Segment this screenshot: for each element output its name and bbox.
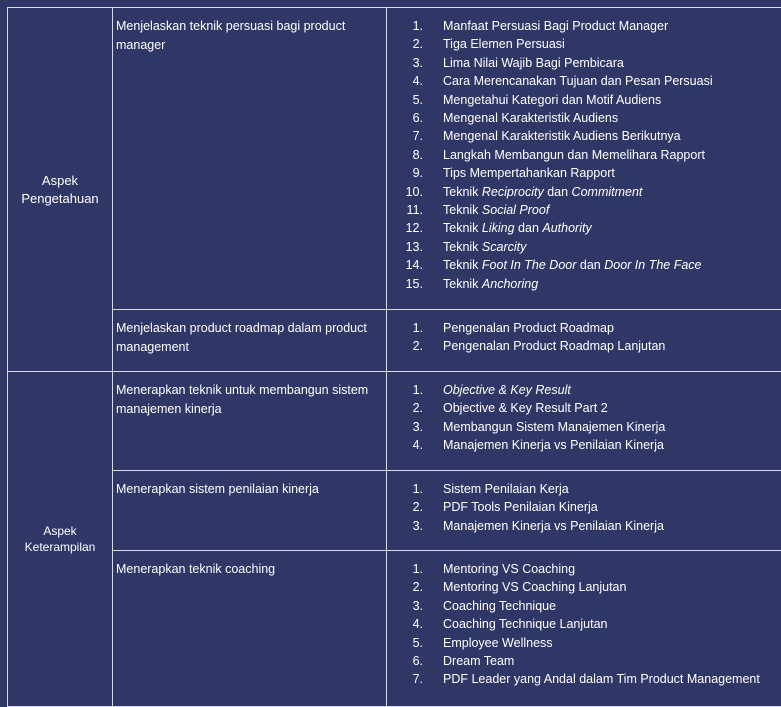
topic-text-segment: Langkah Membangun dan Memelihara Rapport <box>443 148 705 162</box>
topic-text <box>443 54 624 72</box>
curriculum-table <box>7 7 781 707</box>
topic-text <box>443 146 705 164</box>
topic-text-segment: Foot In The Door <box>482 258 577 272</box>
topic-text-segment: Objective & Key Result <box>443 383 571 397</box>
topic-text <box>443 480 569 498</box>
table-row <box>8 471 781 551</box>
topic-text-segment: PDF Tools Penilaian Kinerja <box>443 500 598 514</box>
topics-cell <box>387 8 781 310</box>
topic-text-segment: Mengetahui Kategori dan Motif Audiens <box>443 93 661 107</box>
topic-item <box>387 127 781 145</box>
topic-text <box>443 275 538 293</box>
topic-text <box>443 238 526 256</box>
topic-text <box>443 560 575 578</box>
topic-text <box>443 597 556 615</box>
topic-item <box>387 670 781 688</box>
topic-text-segment: Commitment <box>572 185 643 199</box>
topic-number: 2. <box>387 337 433 355</box>
table-row <box>8 372 781 471</box>
topic-item <box>387 54 781 72</box>
topic-text-segment: Employee Wellness <box>443 636 553 650</box>
topic-item <box>387 517 781 535</box>
topic-text-segment: Authority <box>542 221 591 235</box>
topic-item <box>387 146 781 164</box>
topic-text <box>443 256 701 274</box>
topic-text <box>443 183 642 201</box>
topic-text-segment: PDF Leader yang Andal dalam Tim Product Management <box>443 672 760 686</box>
topic-text-segment: Manajemen Kinerja vs Penilaian Kinerja <box>443 438 664 452</box>
topic-text-segment: Teknik <box>443 240 482 254</box>
topic-number: 1. <box>387 560 433 578</box>
topic-number: 1. <box>387 17 433 35</box>
topic-number: 11. <box>387 201 433 219</box>
topic-number: 10. <box>387 183 433 201</box>
topic-list <box>387 381 781 455</box>
objective-cell: Menerapkan teknik untuk membangun sistem manajemen kinerja <box>113 372 387 471</box>
topic-item <box>387 436 781 454</box>
topic-item <box>387 201 781 219</box>
topic-text-segment: Social Proof <box>482 203 549 217</box>
topic-text-segment: Scarcity <box>482 240 526 254</box>
topic-number: 14. <box>387 256 433 274</box>
topic-text-segment: Teknik <box>443 221 482 235</box>
topic-text <box>443 399 608 417</box>
topic-text-segment: Objective & Key Result Part 2 <box>443 401 608 415</box>
topic-item <box>387 256 781 274</box>
topic-item <box>387 91 781 109</box>
topics-cell <box>387 372 781 471</box>
topic-number: 5. <box>387 634 433 652</box>
topic-text <box>443 670 760 688</box>
topic-text-segment: Lima Nilai Wajib Bagi Pembicara <box>443 56 624 70</box>
objective-cell: Menjelaskan teknik persuasi bagi product manager <box>113 8 387 310</box>
topic-number: 2. <box>387 399 433 417</box>
topic-text-segment: Cara Merencanakan Tujuan dan Pesan Persuasi <box>443 74 713 88</box>
topic-text-segment: Manajemen Kinerja vs Penilaian Kinerja <box>443 519 664 533</box>
topic-item <box>387 35 781 53</box>
topic-item <box>387 72 781 90</box>
objective-cell: Menerapkan teknik coaching <box>113 551 387 707</box>
topic-number: 1. <box>387 319 433 337</box>
topic-text-segment: Door In The Face <box>604 258 701 272</box>
aspect-skill-label: Aspek Keterampilan <box>8 523 112 555</box>
aspect-knowledge-label: Aspek Pengetahuan <box>8 172 112 208</box>
topic-text-segment: Mentoring VS Coaching <box>443 562 575 576</box>
topic-item <box>387 238 781 256</box>
topic-item <box>387 17 781 35</box>
topic-text-segment: Teknik <box>443 277 482 291</box>
topic-text-segment: Dream Team <box>443 654 514 668</box>
topic-item <box>387 109 781 127</box>
topic-text-segment: Mengenal Karakteristik Audiens Berikutnya <box>443 129 681 143</box>
topic-number: 9. <box>387 164 433 182</box>
table-row <box>8 551 781 707</box>
topic-item <box>387 381 781 399</box>
topic-number: 2. <box>387 498 433 516</box>
topic-text <box>443 498 598 516</box>
topic-text <box>443 91 661 109</box>
topic-number: 1. <box>387 381 433 399</box>
topic-item <box>387 498 781 516</box>
topic-number: 4. <box>387 436 433 454</box>
topic-item <box>387 615 781 633</box>
topic-number: 4. <box>387 615 433 633</box>
topic-number: 3. <box>387 54 433 72</box>
topic-text-segment: Tiga Elemen Persuasi <box>443 37 565 51</box>
topic-text-segment: Pengenalan Product Roadmap <box>443 321 614 335</box>
topic-text-segment: Manfaat Persuasi Bagi Product Manager <box>443 19 668 33</box>
topics-cell <box>387 310 781 372</box>
topic-text <box>443 436 664 454</box>
table-row <box>8 8 781 310</box>
topic-text <box>443 201 549 219</box>
topic-item <box>387 275 781 293</box>
topic-text-segment: Teknik <box>443 203 482 217</box>
topic-number: 8. <box>387 146 433 164</box>
topic-text-segment: Reciprocity <box>482 185 544 199</box>
table-row <box>8 310 781 372</box>
topic-text <box>443 634 553 652</box>
topic-number: 7. <box>387 670 433 688</box>
topic-text <box>443 319 614 337</box>
topic-list <box>387 319 781 356</box>
topic-number: 3. <box>387 597 433 615</box>
topic-text <box>443 164 615 182</box>
aspect-knowledge-cell <box>8 8 113 372</box>
topic-text-segment: Tips Mempertahankan Rapport <box>443 166 615 180</box>
topic-item <box>387 164 781 182</box>
topic-text <box>443 337 665 355</box>
topic-text <box>443 578 626 596</box>
topic-text-segment: dan <box>544 185 572 199</box>
topic-item <box>387 480 781 498</box>
topic-item <box>387 578 781 596</box>
topics-cell <box>387 551 781 707</box>
topic-number: 15. <box>387 275 433 293</box>
topic-text-segment: Anchoring <box>482 277 538 291</box>
topic-text-segment: Mengenal Karakteristik Audiens <box>443 111 618 125</box>
topic-text-segment: Coaching Technique <box>443 599 556 613</box>
topic-number: 12. <box>387 219 433 237</box>
topic-item <box>387 319 781 337</box>
topic-item <box>387 183 781 201</box>
topic-text-segment: Membangun Sistem Manajemen Kinerja <box>443 420 665 434</box>
topic-text <box>443 17 668 35</box>
topic-text-segment: Sistem Penilaian Kerja <box>443 482 569 496</box>
topic-item <box>387 652 781 670</box>
topic-text <box>443 127 681 145</box>
topics-cell <box>387 471 781 551</box>
topic-text <box>443 418 665 436</box>
topic-item <box>387 634 781 652</box>
topic-item <box>387 337 781 355</box>
topic-number: 4. <box>387 72 433 90</box>
topic-number: 5. <box>387 91 433 109</box>
topic-text-segment: dan <box>576 258 604 272</box>
topic-number: 3. <box>387 517 433 535</box>
topic-text <box>443 615 607 633</box>
topic-text-segment: Pengenalan Product Roadmap Lanjutan <box>443 339 665 353</box>
topic-list <box>387 480 781 535</box>
topic-number: 6. <box>387 109 433 127</box>
topic-item <box>387 399 781 417</box>
objective-cell: Menerapkan sistem penilaian kinerja <box>113 471 387 551</box>
topic-number: 2. <box>387 578 433 596</box>
topic-text <box>443 381 571 399</box>
objective-cell: Menjelaskan product roadmap dalam product management <box>113 310 387 372</box>
topic-text <box>443 72 713 90</box>
aspect-skill-cell <box>8 372 113 707</box>
topic-number: 6. <box>387 652 433 670</box>
topic-text-segment: Liking <box>482 221 515 235</box>
topic-text-segment: Coaching Technique Lanjutan <box>443 617 607 631</box>
topic-text-segment: Mentoring VS Coaching Lanjutan <box>443 580 626 594</box>
topic-text <box>443 652 514 670</box>
topic-item <box>387 418 781 436</box>
topic-item <box>387 219 781 237</box>
topic-list <box>387 560 781 689</box>
topic-text <box>443 35 565 53</box>
topic-text <box>443 219 592 237</box>
topic-text-segment: dan <box>515 221 543 235</box>
topic-number: 13. <box>387 238 433 256</box>
topic-text <box>443 517 664 535</box>
topic-item <box>387 560 781 578</box>
topic-text-segment: Teknik <box>443 185 482 199</box>
topic-list <box>387 17 781 293</box>
topic-text-segment: Teknik <box>443 258 482 272</box>
topic-text <box>443 109 618 127</box>
topic-number: 7. <box>387 127 433 145</box>
topic-number: 2. <box>387 35 433 53</box>
topic-number: 1. <box>387 480 433 498</box>
topic-item <box>387 597 781 615</box>
topic-number: 3. <box>387 418 433 436</box>
